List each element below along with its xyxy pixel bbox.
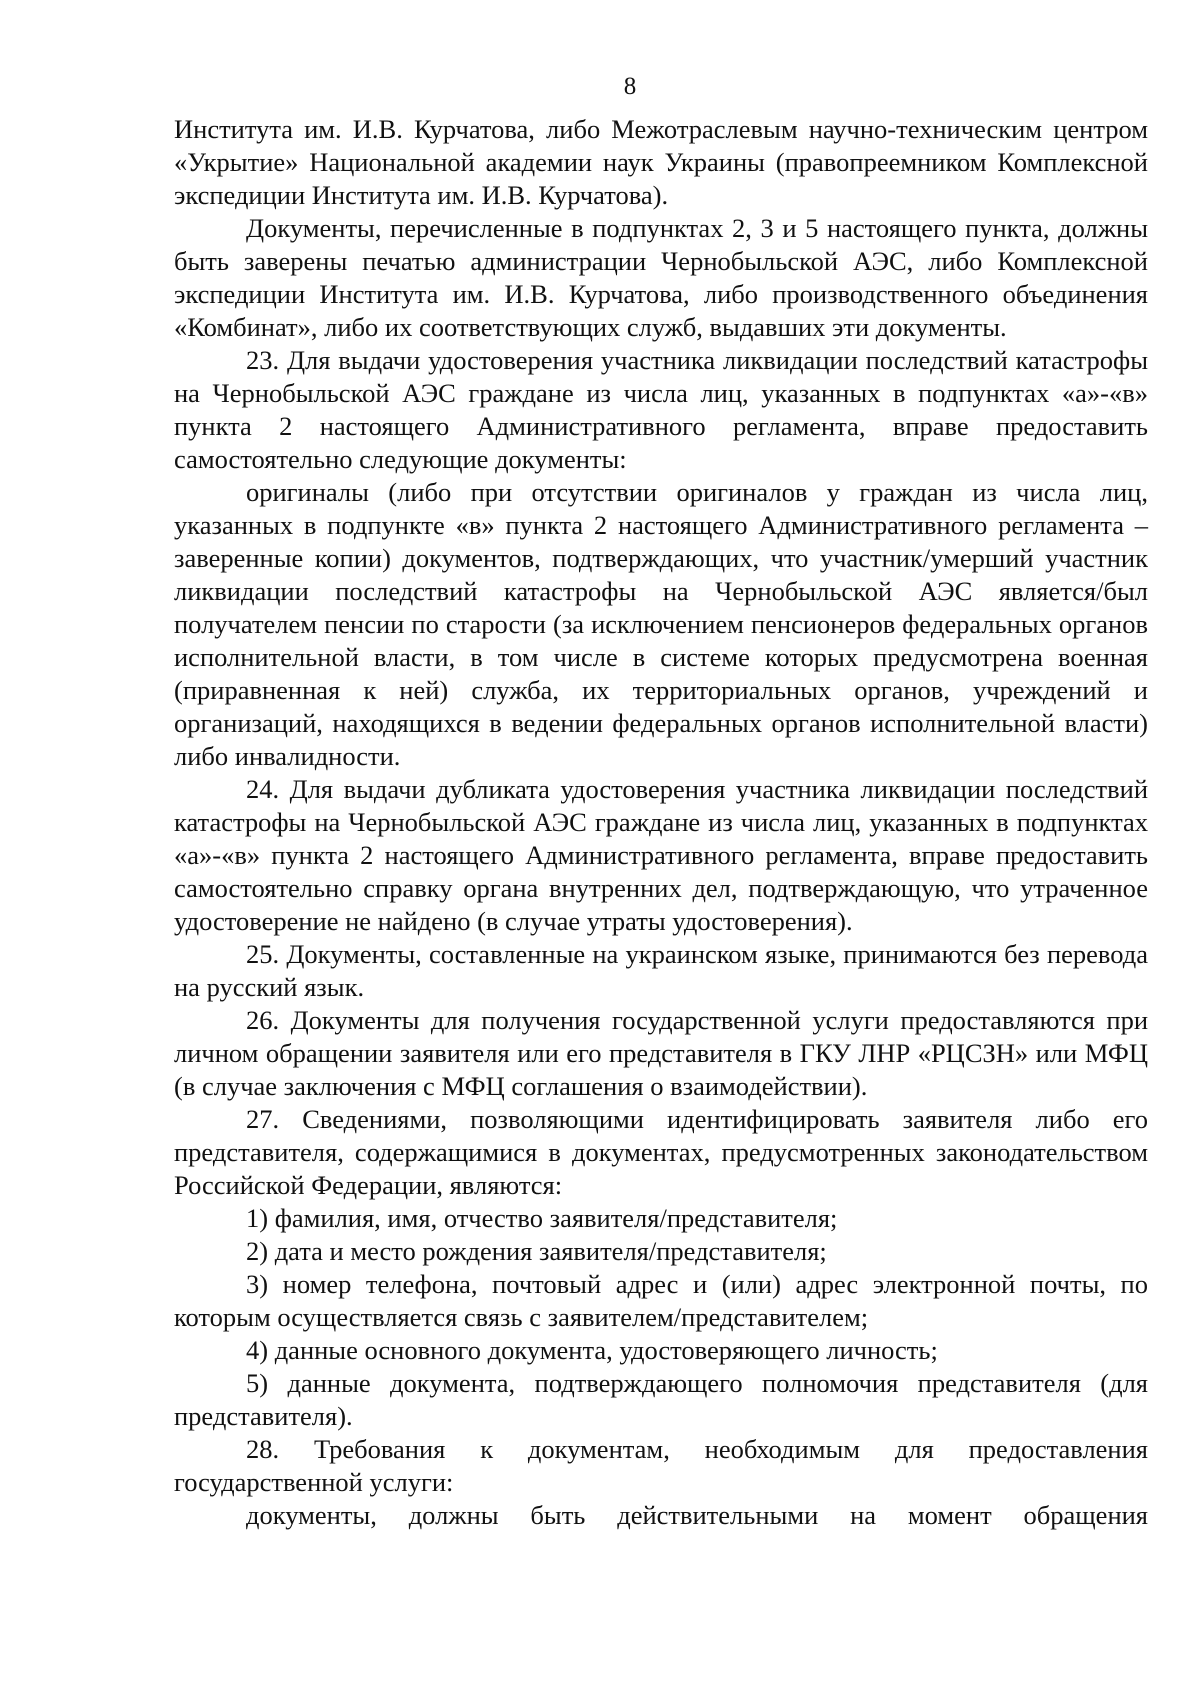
paragraph-27: 27. Сведениями, позволяющими идентифицировать заявителя либо его представителя, содержащимися в документах, предусмотренных законодательством Российской Федерации, являются: xyxy=(174,1104,1148,1200)
paragraph-24: 24. Для выдачи дубликата удостоверения участника ликвидации последствий катастрофы на Чернобыльской АЭС граждане из числа лиц, указанных в подпунктах «а»-«в» пункта 2 настоящего Административного регламента, вправе предоставить самостоятельно справку органа внутренних дел, подтверждающую, что утраченное удостоверение не найдено (в случае утраты удостоверения). xyxy=(174,774,1148,936)
paragraph-26: 26. Документы для получения государственной услуги предоставляются при личном обращении заявителя или его представителя в ГКУ ЛНР «РЦСЗН» или МФЦ (в случае заключения с МФЦ соглашения о взаимодействии). xyxy=(174,1005,1148,1101)
paragraph-certification-requirements: Документы, перечисленные в подпунктах 2, 3 и 5 настоящего пункта, должны быть заверены печатью администрации Чернобыльской АЭС, либо Комплексной экспедиции Института им. И.В. Курчатова, либо производственного объединения «Комбинат», либо их соответствующих служб, выдавших эти документы. xyxy=(174,213,1148,342)
list-item-4: 4) данные основного документа, удостоверяющего личность; xyxy=(246,1335,938,1365)
paragraph-28: 28. Требования к документам, необходимым для предоставления государственной услуги: xyxy=(174,1434,1148,1497)
page-number: 8 xyxy=(623,73,637,100)
paragraph-continuation: Института им. И.В. Курчатова, либо Межотраслевым научно-техническим центром «Укрытие» Национальной академии наук Украины (правопреемником Комплексной экспедиции Института им. И.В. Курчатова). xyxy=(174,114,1148,210)
list-item-3: 3) номер телефона, почтовый адрес и (или) адрес электронной почты, по которым осуществляется связь с заявителем/представителем; xyxy=(174,1269,1148,1332)
paragraph-originals: оригиналы (либо при отсутствии оригиналов у граждан из числа лиц, указанных в подпункте «в» пункта 2 настоящего Административного регламента – заверенные копии) документов, подтверждающих, что участник/умерший участник ликвидации последствий катастрофы на Чернобыльской АЭС является/был получателем пенсии по старости (за исключением пенсионеров федеральных органов исполнительной власти, в том числе в системе которых предусмотрена военная (приравненная к ней) служба, их территориальных органов, учреждений и организаций, находящихся в ведении федеральных органов исполнительной власти) либо инвалидности. xyxy=(174,477,1148,771)
list-item-2: 2) дата и место рождения заявителя/представителя; xyxy=(246,1236,827,1266)
paragraph-23: 23. Для выдачи удостоверения участника ликвидации последствий катастрофы на Чернобыльской АЭС граждане из числа лиц, указанных в подпунктах «а»-«в» пункта 2 настоящего Административного регламента, вправе предоставить самостоятельно следующие документы: xyxy=(174,345,1148,474)
paragraph-documents-validity: документы, должны быть действительными на момент обращения xyxy=(246,1500,1148,1530)
document-body xyxy=(174,113,1148,1532)
list-item-1: 1) фамилия, имя, отчество заявителя/представителя; xyxy=(246,1203,838,1233)
list-item-5: 5) данные документа, подтверждающего полномочия представителя (для представителя). xyxy=(174,1368,1148,1431)
paragraph-25: 25. Документы, составленные на украинском языке, принимаются без перевода на русский язык. xyxy=(174,939,1148,1002)
